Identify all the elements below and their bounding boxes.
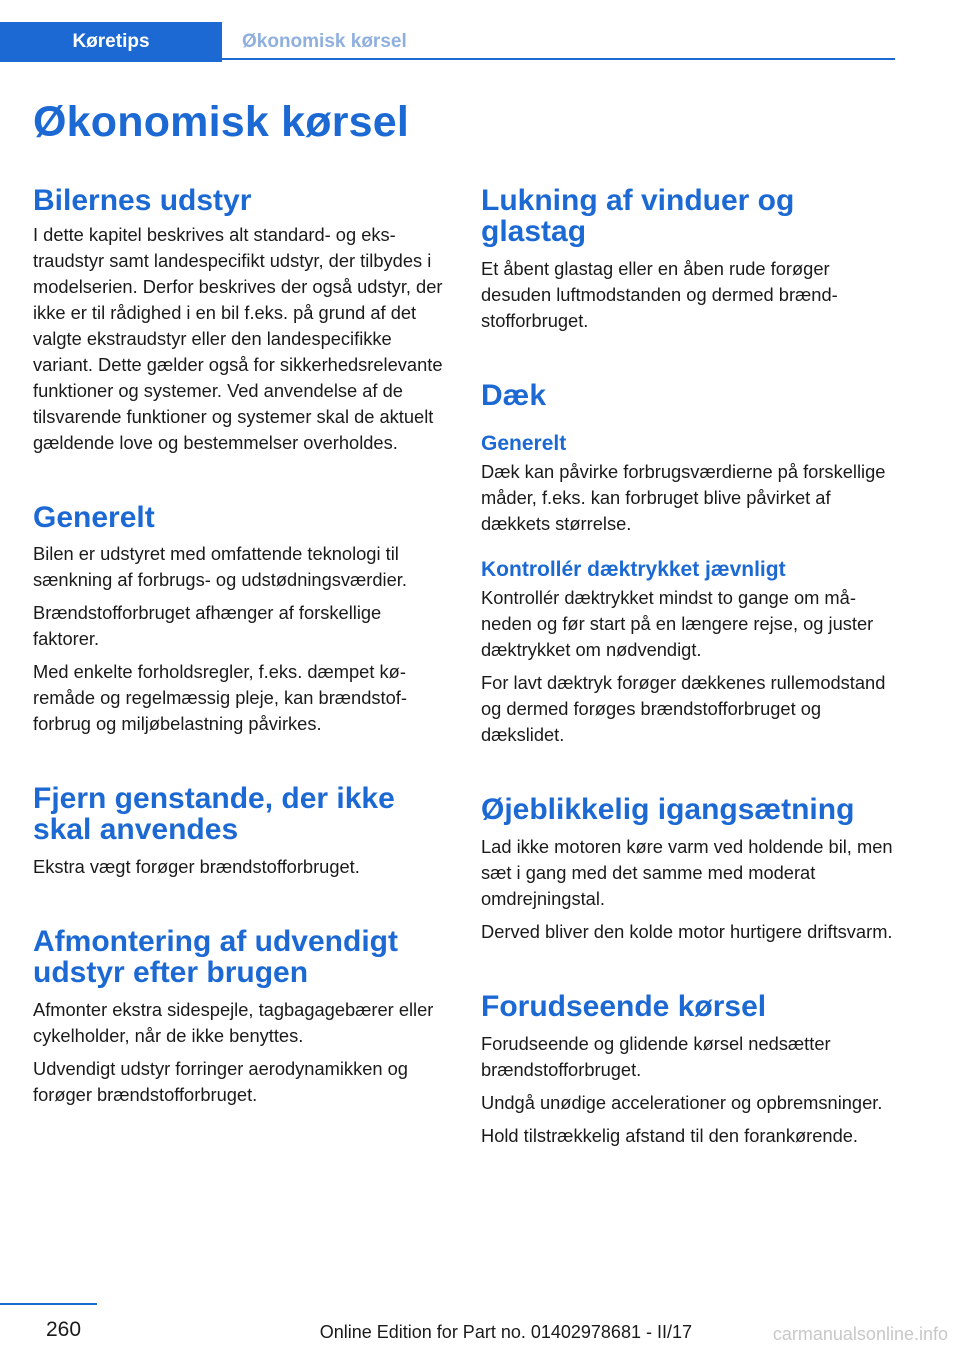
paragraph: Et åbent glastag eller en åben rude forøger desuden luftmodstanden og dermed brændstofforbruget. [481,258,838,331]
left-column [33,185,448,1108]
paragraph: Derved bliver den kolde motor hurtigere driftsvarm. [481,921,893,942]
breadcrumb-bar [0,22,895,60]
paragraph: Undgå unødige accelerationer og opbremsninger. [481,1092,883,1113]
paragraph: Med enkelte forholdsregler, f.eks. dæmpet køremåde og regelmæssig pleje, kan brændstofforbrug og miljøbelastning påvirkes. [33,661,407,734]
paragraph: Dæk kan påvirke forbrugsværdierne på forskellige måder, f.eks. kan forbruget blive påvirket af dækkets størrelse. [481,461,886,534]
heading-generelt: Generelt [33,501,155,534]
paragraph: Hold tilstrækkelig afstand til den forankørende. [481,1125,858,1146]
heading-lukning: Lukning af vinduer og glastag [481,184,795,248]
heading-ojeblikkelig: Øjeblikkelig igangsætning [481,793,855,826]
breadcrumb-page[interactable]: Økonomisk kørsel [242,31,407,52]
paragraph: Forudseende og glidende kørsel nedsætter brændstofforbruget. [481,1033,831,1080]
paragraph: Bilen er udstyret med omfattende teknologi til sænkning af forbrugs- og udstødningsværdier. [33,543,407,590]
breadcrumb-section[interactable]: Køretips [0,22,222,62]
paragraph: Ekstra vægt forøger brændstofforbruget. [33,856,360,877]
paragraph: Lad ikke motoren køre varm ved holdende bil, men sæt i gang med det samme med moderat omdrejningstal. [481,836,893,909]
edition-text: Online Edition for Part no. 01402978681 - II/17 [319,1322,692,1342]
page-title: Økonomisk kørsel [33,98,410,146]
subheading-kontroller-daektryk: Kontrollér dæktrykket jævnligt [481,558,786,581]
heading-bilernes-udstyr: Bilernes udstyr [33,184,252,217]
right-column [481,185,899,1149]
breadcrumb-divider [0,58,895,60]
paragraph: I dette kapitel beskrives alt standard- og ekstraudstyr samt landespecifikt udstyr, der tilbydes i modelserien. Derfor beskrives der også udstyr, der ikke er til rådighed i en bil f.eks. på grund af det valgte ekstraudstyr eller den landespecifikke variant. Dette gælder også for sikkerhedsrelevante funktioner og systemer. Ved anvendelse af de tilsvarende funktioner og systemer skal de aktuelt gældende love og bestemmelser overholdes. [33,224,443,453]
heading-daek: Dæk [481,379,547,412]
paragraph: Udvendigt udstyr forringer aerodynamikken og forøger brændstofforbruget. [33,1058,408,1105]
heading-fjern-genstande: Fjern genstande, der ikke skal anvendes [33,782,395,846]
paragraph: Brændstofforbruget afhænger af forskellige faktorer. [33,602,382,649]
heading-afmontering: Afmontering af udvendigt udstyr efter brugen [33,925,398,989]
paragraph: Afmonter ekstra sidespejle, tagbagagebærer eller cykelholder, når de ikke benyttes. [33,999,434,1046]
page-number: 260 [46,1318,82,1341]
footer-rule [0,1303,97,1305]
heading-forudseende: Forudseende kørsel [481,990,767,1023]
paragraph: For lavt dæktryk forøger dækkenes rullemodstand og dermed forøges brændstofforbruget og dækslidet. [481,672,886,745]
subheading-generelt: Generelt [481,432,567,455]
paragraph: Kontrollér dæktrykket mindst to gange om måneden og før start på en længere rejse, og juster dæktrykket om nødvendigt. [481,587,874,660]
watermark: carmanualsonline.info [772,1324,948,1344]
